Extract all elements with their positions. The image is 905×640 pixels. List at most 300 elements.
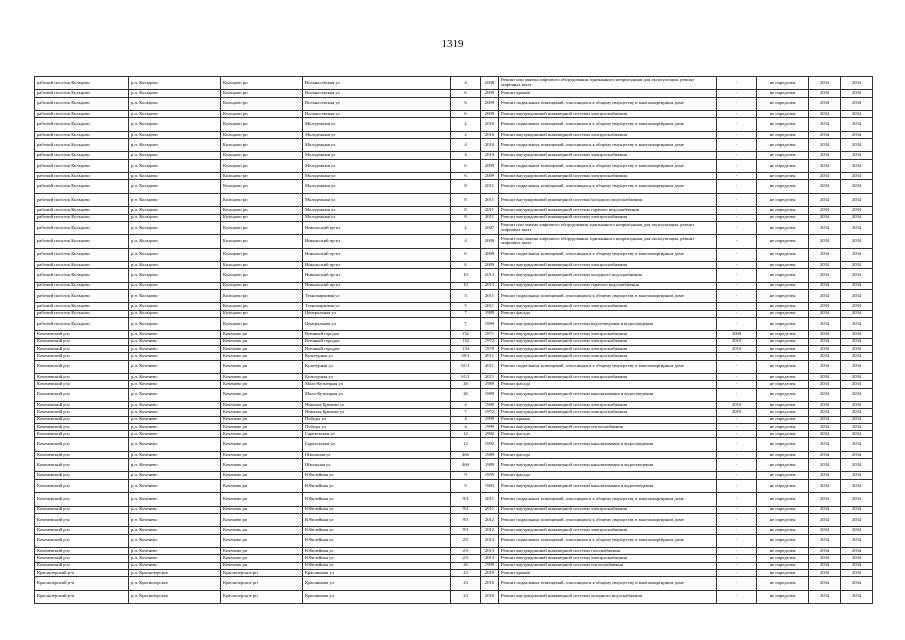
cell-plan-year: 2034 <box>809 577 841 590</box>
cell-prior-year: - <box>717 173 757 180</box>
cell-cost: не определен <box>757 207 809 214</box>
cell-settlement: р.п. Кольцово <box>129 139 221 152</box>
cell-locality: Кольцово рп <box>221 317 303 330</box>
table-row <box>35 401 873 408</box>
cell-prior-year: - <box>717 193 757 206</box>
cell-street: Культурная ул <box>303 360 451 373</box>
cell-locality: Краснозерское рп <box>221 577 303 590</box>
cell-prior-year: - <box>717 118 757 131</box>
cell-plan-year-end: 2034 <box>841 451 873 458</box>
cell-street: Молодежная ул <box>303 180 451 193</box>
cell-street: Культурная ул <box>303 373 451 380</box>
cell-settlement: р.п. Кольцово <box>129 248 221 261</box>
cell-locality: Коченево рп <box>221 373 303 380</box>
cell-municipality: рабочий поселок Кольцово <box>35 310 129 317</box>
cell-street: Никольский пр-кт <box>303 282 451 289</box>
cell-street: Саратовская ул <box>303 438 451 451</box>
table-row <box>35 248 873 261</box>
cell-plan-year-end: 2034 <box>841 513 873 526</box>
cell-cost: не определен <box>757 353 809 360</box>
cell-street: Молодежная ул <box>303 139 451 152</box>
cell-work-type: Ремонт внутридомовой инженерной системы холодного водоснабжения <box>499 193 717 206</box>
cell-municipality: рабочий поселок Кольцово <box>35 111 129 118</box>
cell-locality: Коченево рп <box>221 438 303 451</box>
table-row <box>35 235 873 248</box>
table-row <box>35 577 873 590</box>
cell-municipality: Коченевский р-н <box>35 373 129 380</box>
cell-prior-year: - <box>717 235 757 248</box>
cell-work-type: Ремонт или замена лифтового оборудования, признанного непригодным для эксплуатации, ремонт лифтовых шахт <box>499 221 717 234</box>
cell-municipality: рабочий поселок Кольцово <box>35 173 129 180</box>
cell-prior-year: - <box>717 97 757 110</box>
cell-house: 9/2 <box>451 493 481 506</box>
cell-municipality: рабочий поселок Кольцово <box>35 235 129 248</box>
cell-locality: Коченево рп <box>221 555 303 562</box>
cell-work-type: Ремонт внутридомовой инженерной системы холодного водоснабжения <box>499 590 717 603</box>
cell-locality: Коченево рп <box>221 409 303 416</box>
cell-house: 2/5 <box>451 534 481 547</box>
cell-work-type: Ремонт фасада <box>499 472 717 479</box>
cell-cost: не определен <box>757 152 809 159</box>
cell-year: 2010 <box>481 139 499 152</box>
cell-prior-year: - <box>717 493 757 506</box>
cell-year: 2011 <box>481 207 499 214</box>
cell-settlement: р.п. Кольцово <box>129 173 221 180</box>
table-row <box>35 506 873 513</box>
cell-street: Юбилейная ул <box>303 555 451 562</box>
cell-year: 1989 <box>481 388 499 401</box>
table-row <box>35 289 873 302</box>
cell-municipality: рабочий поселок Кольцово <box>35 221 129 234</box>
cell-locality: Кольцово рп <box>221 159 303 172</box>
capital-repair-table <box>34 76 873 604</box>
cell-cost: не определен <box>757 513 809 526</box>
cell-street: Молодежная ул <box>303 152 451 159</box>
cell-plan-year: 2034 <box>809 590 841 603</box>
cell-locality: Кольцово рп <box>221 152 303 159</box>
cell-plan-year: 2034 <box>809 193 841 206</box>
cell-plan-year: 2034 <box>809 90 841 97</box>
cell-plan-year-end: 2034 <box>841 416 873 423</box>
cell-plan-year: 2034 <box>809 131 841 138</box>
table-row <box>35 590 873 603</box>
cell-prior-year: - <box>717 90 757 97</box>
cell-street: Военный городок <box>303 338 451 345</box>
cell-year: 2008 <box>481 235 499 248</box>
cell-municipality: рабочий поселок Кольцово <box>35 282 129 289</box>
cell-prior-year: - <box>717 423 757 430</box>
cell-plan-year: 2034 <box>809 416 841 423</box>
table-row <box>35 527 873 534</box>
cell-settlement: р.п. Кольцово <box>129 111 221 118</box>
cell-street: Военный городок <box>303 331 451 338</box>
cell-settlement: р.п. Кольцово <box>129 214 221 221</box>
cell-prior-year: - <box>717 221 757 234</box>
cell-work-type: Ремонт внутридомовой инженерной системы канализования и водоотведения <box>499 438 717 451</box>
cell-prior-year: 2010 <box>717 338 757 345</box>
cell-municipality: Краснозерский р-н <box>35 569 129 576</box>
cell-street: Мало-Кузнецкая ул <box>303 381 451 388</box>
cell-street: Молодежная ул <box>303 193 451 206</box>
cell-plan-year-end: 2034 <box>841 269 873 282</box>
cell-plan-year-end: 2034 <box>841 193 873 206</box>
cell-prior-year: - <box>717 472 757 479</box>
cell-street: Никольский пр-кт <box>303 235 451 248</box>
table-row <box>35 152 873 159</box>
cell-work-type: Ремонт фасада <box>499 451 717 458</box>
cell-plan-year: 2034 <box>809 214 841 221</box>
cell-work-type: Ремонт внутридомовой инженерной системы электроснабжения <box>499 353 717 360</box>
cell-year: 2011 <box>481 214 499 221</box>
cell-plan-year: 2034 <box>809 97 841 110</box>
cell-house: 2/5 <box>451 547 481 554</box>
cell-plan-year: 2034 <box>809 310 841 317</box>
cell-plan-year-end: 2034 <box>841 423 873 430</box>
cell-prior-year: - <box>717 360 757 373</box>
cell-cost: не определен <box>757 459 809 472</box>
cell-settlement: р.п. Кольцово <box>129 131 221 138</box>
cell-plan-year-end: 2034 <box>841 562 873 569</box>
cell-year: 1992 <box>481 431 499 438</box>
cell-municipality: Коченевский р-н <box>35 534 129 547</box>
cell-municipality: рабочий поселок Кольцово <box>35 207 129 214</box>
cell-work-type: Ремонт крыши <box>499 416 717 423</box>
cell-year: 2011 <box>481 353 499 360</box>
cell-street: Мало-Кузнецкая ул <box>303 388 451 401</box>
table-row <box>35 493 873 506</box>
cell-house: 2/5 <box>451 555 481 562</box>
table-row <box>35 111 873 118</box>
cell-municipality: рабочий поселок Кольцово <box>35 152 129 159</box>
cell-prior-year: - <box>717 451 757 458</box>
cell-municipality: рабочий поселок Кольцово <box>35 180 129 193</box>
cell-year: 1972 <box>481 338 499 345</box>
cell-year: 2011 <box>481 289 499 302</box>
cell-municipality: рабочий поселок Кольцово <box>35 139 129 152</box>
cell-settlement: р.п. Краснозерское <box>129 569 221 576</box>
cell-plan-year-end: 2034 <box>841 534 873 547</box>
cell-plan-year: 2034 <box>809 248 841 261</box>
cell-settlement: р.п. Кольцово <box>129 261 221 268</box>
cell-year: 2011 <box>481 360 499 373</box>
cell-plan-year: 2034 <box>809 282 841 289</box>
cell-street: Технопарковая ул <box>303 289 451 302</box>
cell-cost: не определен <box>757 310 809 317</box>
cell-cost: не определен <box>757 472 809 479</box>
cell-plan-year: 2034 <box>809 111 841 118</box>
cell-year: 2013 <box>481 547 499 554</box>
cell-settlement: р.п. Кольцово <box>129 317 221 330</box>
cell-year: 2010 <box>481 590 499 603</box>
cell-plan-year: 2034 <box>809 139 841 152</box>
cell-cost: не определен <box>757 381 809 388</box>
cell-street: Никольский пр-кт <box>303 221 451 234</box>
cell-settlement: р.п. Кольцово <box>129 159 221 172</box>
cell-plan-year-end: 2034 <box>841 338 873 345</box>
cell-locality: Коченево рп <box>221 459 303 472</box>
cell-work-type: Ремонт внутридомовой инженерной системы электроснабжения <box>499 401 717 408</box>
cell-year: 2008 <box>481 77 499 90</box>
cell-street: Молодежная ул <box>303 118 451 131</box>
cell-municipality: Коченевский р-н <box>35 381 129 388</box>
cell-cost: не определен <box>757 409 809 416</box>
cell-municipality: Коченевский р-н <box>35 547 129 554</box>
cell-settlement: р.п. Кольцово <box>129 97 221 110</box>
cell-plan-year-end: 2034 <box>841 131 873 138</box>
cell-plan-year-end: 2034 <box>841 248 873 261</box>
cell-plan-year-end: 2034 <box>841 173 873 180</box>
cell-municipality: рабочий поселок Кольцово <box>35 269 129 282</box>
table-row <box>35 555 873 562</box>
cell-municipality: Коченевский р-н <box>35 451 129 458</box>
cell-cost: не определен <box>757 451 809 458</box>
cell-plan-year-end: 2034 <box>841 459 873 472</box>
cell-street: Молодежная ул <box>303 214 451 221</box>
cell-year: 2010 <box>481 131 499 138</box>
cell-house: 7 <box>451 310 481 317</box>
cell-plan-year-end: 2034 <box>841 472 873 479</box>
cell-plan-year: 2034 <box>809 401 841 408</box>
table-row <box>35 261 873 268</box>
cell-street: Краснинова ул <box>303 577 451 590</box>
cell-settlement: р.п. Коченево <box>129 388 221 401</box>
cell-street: Школьная ул <box>303 451 451 458</box>
cell-cost: не определен <box>757 534 809 547</box>
cell-locality: Кольцово рп <box>221 118 303 131</box>
cell-prior-year: - <box>717 180 757 193</box>
cell-house: 4 <box>451 401 481 408</box>
cell-prior-year: - <box>717 261 757 268</box>
cell-settlement: р.п. Кольцово <box>129 235 221 248</box>
cell-year: 2009 <box>481 173 499 180</box>
cell-cost: не определен <box>757 431 809 438</box>
cell-municipality: Коченевский р-н <box>35 493 129 506</box>
cell-plan-year-end: 2034 <box>841 261 873 268</box>
cell-prior-year: - <box>717 513 757 526</box>
cell-street: Технопарковая ул <box>303 303 451 310</box>
cell-work-type: Ремонт внутридомовой инженерной системы канализования и водоотведения <box>499 459 717 472</box>
cell-prior-year: - <box>717 373 757 380</box>
cell-street: Центральная ул <box>303 317 451 330</box>
cell-plan-year: 2034 <box>809 345 841 352</box>
cell-year: 2011 <box>481 506 499 513</box>
cell-plan-year-end: 2034 <box>841 77 873 90</box>
table-row <box>35 353 873 360</box>
cell-street: Краснинова ул <box>303 569 451 576</box>
table-row <box>35 221 873 234</box>
cell-plan-year: 2034 <box>809 388 841 401</box>
cell-settlement: р.п. Кольцово <box>129 289 221 302</box>
cell-municipality: рабочий поселок Кольцово <box>35 317 129 330</box>
table-row <box>35 173 873 180</box>
cell-locality: Коченево рп <box>221 401 303 408</box>
cell-street: Никольский пр-кт <box>303 261 451 268</box>
cell-cost: не определен <box>757 118 809 131</box>
cell-plan-year: 2034 <box>809 173 841 180</box>
table-row <box>35 438 873 451</box>
cell-house: 2 <box>451 221 481 234</box>
cell-street: Вольносевская ул <box>303 97 451 110</box>
cell-work-type: Ремонт внутридомовой инженерной системы теплоснабжения <box>499 423 717 430</box>
cell-year: 1989 <box>481 310 499 317</box>
cell-work-type: Ремонт подвальных помещений, относящихся к общему имуществу в многоквартирном доме <box>499 493 717 506</box>
cell-work-type: Ремонт внутридомовой инженерной системы канализования и водоотведения <box>499 388 717 401</box>
cell-settlement: р.п. Краснозерское <box>129 590 221 603</box>
cell-settlement: р.п. Кольцово <box>129 77 221 90</box>
cell-work-type: Ремонт или замена лифтового оборудования, признанного непригодным для эксплуатации, ремонт лифтовых шахт <box>499 77 717 90</box>
cell-settlement: р.п. Кольцово <box>129 193 221 206</box>
cell-plan-year-end: 2034 <box>841 282 873 289</box>
cell-cost: не определен <box>757 547 809 554</box>
cell-settlement: р.п. Коченево <box>129 373 221 380</box>
cell-settlement: р.п. Коченево <box>129 472 221 479</box>
cell-plan-year-end: 2034 <box>841 409 873 416</box>
cell-plan-year-end: 2034 <box>841 590 873 603</box>
cell-work-type: Ремонт внутридомовой инженерной системы электроснабжения <box>499 373 717 380</box>
page-number: 1319 <box>441 38 464 50</box>
cell-prior-year: - <box>717 388 757 401</box>
cell-plan-year-end: 2034 <box>841 388 873 401</box>
cell-year: 2010 <box>481 152 499 159</box>
cell-prior-year: 2010 <box>717 409 757 416</box>
cell-plan-year-end: 2034 <box>841 438 873 451</box>
cell-cost: не определен <box>757 345 809 352</box>
cell-settlement: р.п. Коченево <box>129 353 221 360</box>
cell-house: 6 <box>451 159 481 172</box>
cell-locality: Коченево рп <box>221 388 303 401</box>
table-row <box>35 77 873 90</box>
cell-street: Николая Брюшко ул <box>303 409 451 416</box>
cell-house: 9/2 <box>451 506 481 513</box>
cell-house: 23 <box>451 577 481 590</box>
cell-municipality: Коченевский р-н <box>35 472 129 479</box>
cell-year: 2013 <box>481 555 499 562</box>
cell-plan-year: 2034 <box>809 409 841 416</box>
table-row <box>35 310 873 317</box>
cell-house: 6 <box>451 111 481 118</box>
cell-year: 2010 <box>481 577 499 590</box>
cell-year: 2009 <box>481 159 499 172</box>
cell-house: 8 <box>451 193 481 206</box>
table-row <box>35 282 873 289</box>
cell-cost: не определен <box>757 388 809 401</box>
cell-year: 2009 <box>481 90 499 97</box>
cell-cost: не определен <box>757 338 809 345</box>
cell-locality: Коченево рп <box>221 513 303 526</box>
cell-street: Молодежная ул <box>303 131 451 138</box>
table-row <box>35 513 873 526</box>
cell-plan-year-end: 2034 <box>841 353 873 360</box>
cell-plan-year: 2034 <box>809 77 841 90</box>
table-row <box>35 159 873 172</box>
cell-settlement: р.п. Кольцово <box>129 207 221 214</box>
cell-locality: Кольцово рп <box>221 269 303 282</box>
cell-plan-year-end: 2034 <box>841 345 873 352</box>
cell-work-type: Ремонт подвальных помещений, относящихся к общему имуществу в многоквартирном доме <box>499 534 717 547</box>
cell-work-type: Ремонт внутридомовой инженерной системы электроснабжения <box>499 214 717 221</box>
cell-locality: Коченево рп <box>221 416 303 423</box>
cell-cost: не определен <box>757 479 809 492</box>
cell-work-type: Ремонт крыши <box>499 90 717 97</box>
cell-street: Вольносевская ул <box>303 77 451 90</box>
cell-work-type: Ремонт подвальных помещений, относящихся к общему имуществу в многоквартирном доме <box>499 97 717 110</box>
cell-work-type: Ремонт внутридомовой инженерной системы канализования и водоотведения <box>499 479 717 492</box>
cell-locality: Кольцово рп <box>221 310 303 317</box>
cell-cost: не определен <box>757 416 809 423</box>
cell-year: 1989 <box>481 459 499 472</box>
cell-plan-year: 2034 <box>809 338 841 345</box>
cell-cost: не определен <box>757 235 809 248</box>
cell-year: 1999 <box>481 562 499 569</box>
cell-settlement: р.п. Коченево <box>129 534 221 547</box>
cell-street: Победы ул <box>303 423 451 430</box>
cell-locality: Коченево рп <box>221 331 303 338</box>
cell-year: 1999 <box>481 416 499 423</box>
cell-work-type: Ремонт внутридомовой инженерной системы водоотведения и водоотведения <box>499 317 717 330</box>
cell-street: Военный городок <box>303 345 451 352</box>
cell-cost: не определен <box>757 214 809 221</box>
cell-plan-year-end: 2034 <box>841 547 873 554</box>
cell-locality: Кольцово рп <box>221 131 303 138</box>
cell-work-type: Ремонт подвальных помещений, относящихся к общему имуществу в многоквартирном доме <box>499 159 717 172</box>
cell-cost: не определен <box>757 493 809 506</box>
cell-prior-year: - <box>717 438 757 451</box>
table-row <box>35 562 873 569</box>
cell-year: 1999 <box>481 423 499 430</box>
cell-year: 1959 <box>481 472 499 479</box>
cell-plan-year: 2034 <box>809 317 841 330</box>
cell-house: 4 <box>451 416 481 423</box>
cell-work-type: Ремонт внутридомовой инженерной системы электроснабжения <box>499 261 717 268</box>
cell-settlement: р.п. Коченево <box>129 409 221 416</box>
table-row <box>35 214 873 221</box>
cell-locality: Кольцово рп <box>221 303 303 310</box>
cell-plan-year-end: 2034 <box>841 527 873 534</box>
cell-plan-year: 2034 <box>809 438 841 451</box>
cell-work-type: Ремонт подвальных помещений, относящихся к общему имуществу в многоквартирном доме <box>499 180 717 193</box>
cell-locality: Коченево рп <box>221 360 303 373</box>
cell-cost: не определен <box>757 373 809 380</box>
cell-prior-year: - <box>717 289 757 302</box>
cell-house: 46б <box>451 451 481 458</box>
cell-locality: Коченево рп <box>221 493 303 506</box>
cell-locality: Кольцово рп <box>221 97 303 110</box>
cell-prior-year: - <box>717 590 757 603</box>
table-row <box>35 193 873 206</box>
cell-prior-year: - <box>717 506 757 513</box>
cell-plan-year: 2034 <box>809 431 841 438</box>
cell-house: 8 <box>451 207 481 214</box>
cell-year: 1980 <box>481 401 499 408</box>
cell-work-type: Ремонт или замена лифтового оборудования, признанного непригодным для эксплуатации, ремонт лифтовых шахт <box>499 235 717 248</box>
cell-prior-year: - <box>717 562 757 569</box>
cell-municipality: рабочий поселок Кольцово <box>35 118 129 131</box>
cell-settlement: р.п. Кольцово <box>129 90 221 97</box>
cell-locality: Коченево рп <box>221 479 303 492</box>
cell-plan-year: 2034 <box>809 527 841 534</box>
cell-house: 12 <box>451 431 481 438</box>
cell-house: 59/1 <box>451 353 481 360</box>
cell-locality: Коченево рп <box>221 506 303 513</box>
cell-work-type: Ремонт внутридомовой инженерной системы электроснабжения <box>499 345 717 352</box>
cell-prior-year: - <box>717 555 757 562</box>
table-row <box>35 472 873 479</box>
cell-street: Культурная ул <box>303 353 451 360</box>
table-row <box>35 269 873 282</box>
cell-locality: Коченево рп <box>221 345 303 352</box>
cell-prior-year: - <box>717 139 757 152</box>
cell-cost: не определен <box>757 317 809 330</box>
